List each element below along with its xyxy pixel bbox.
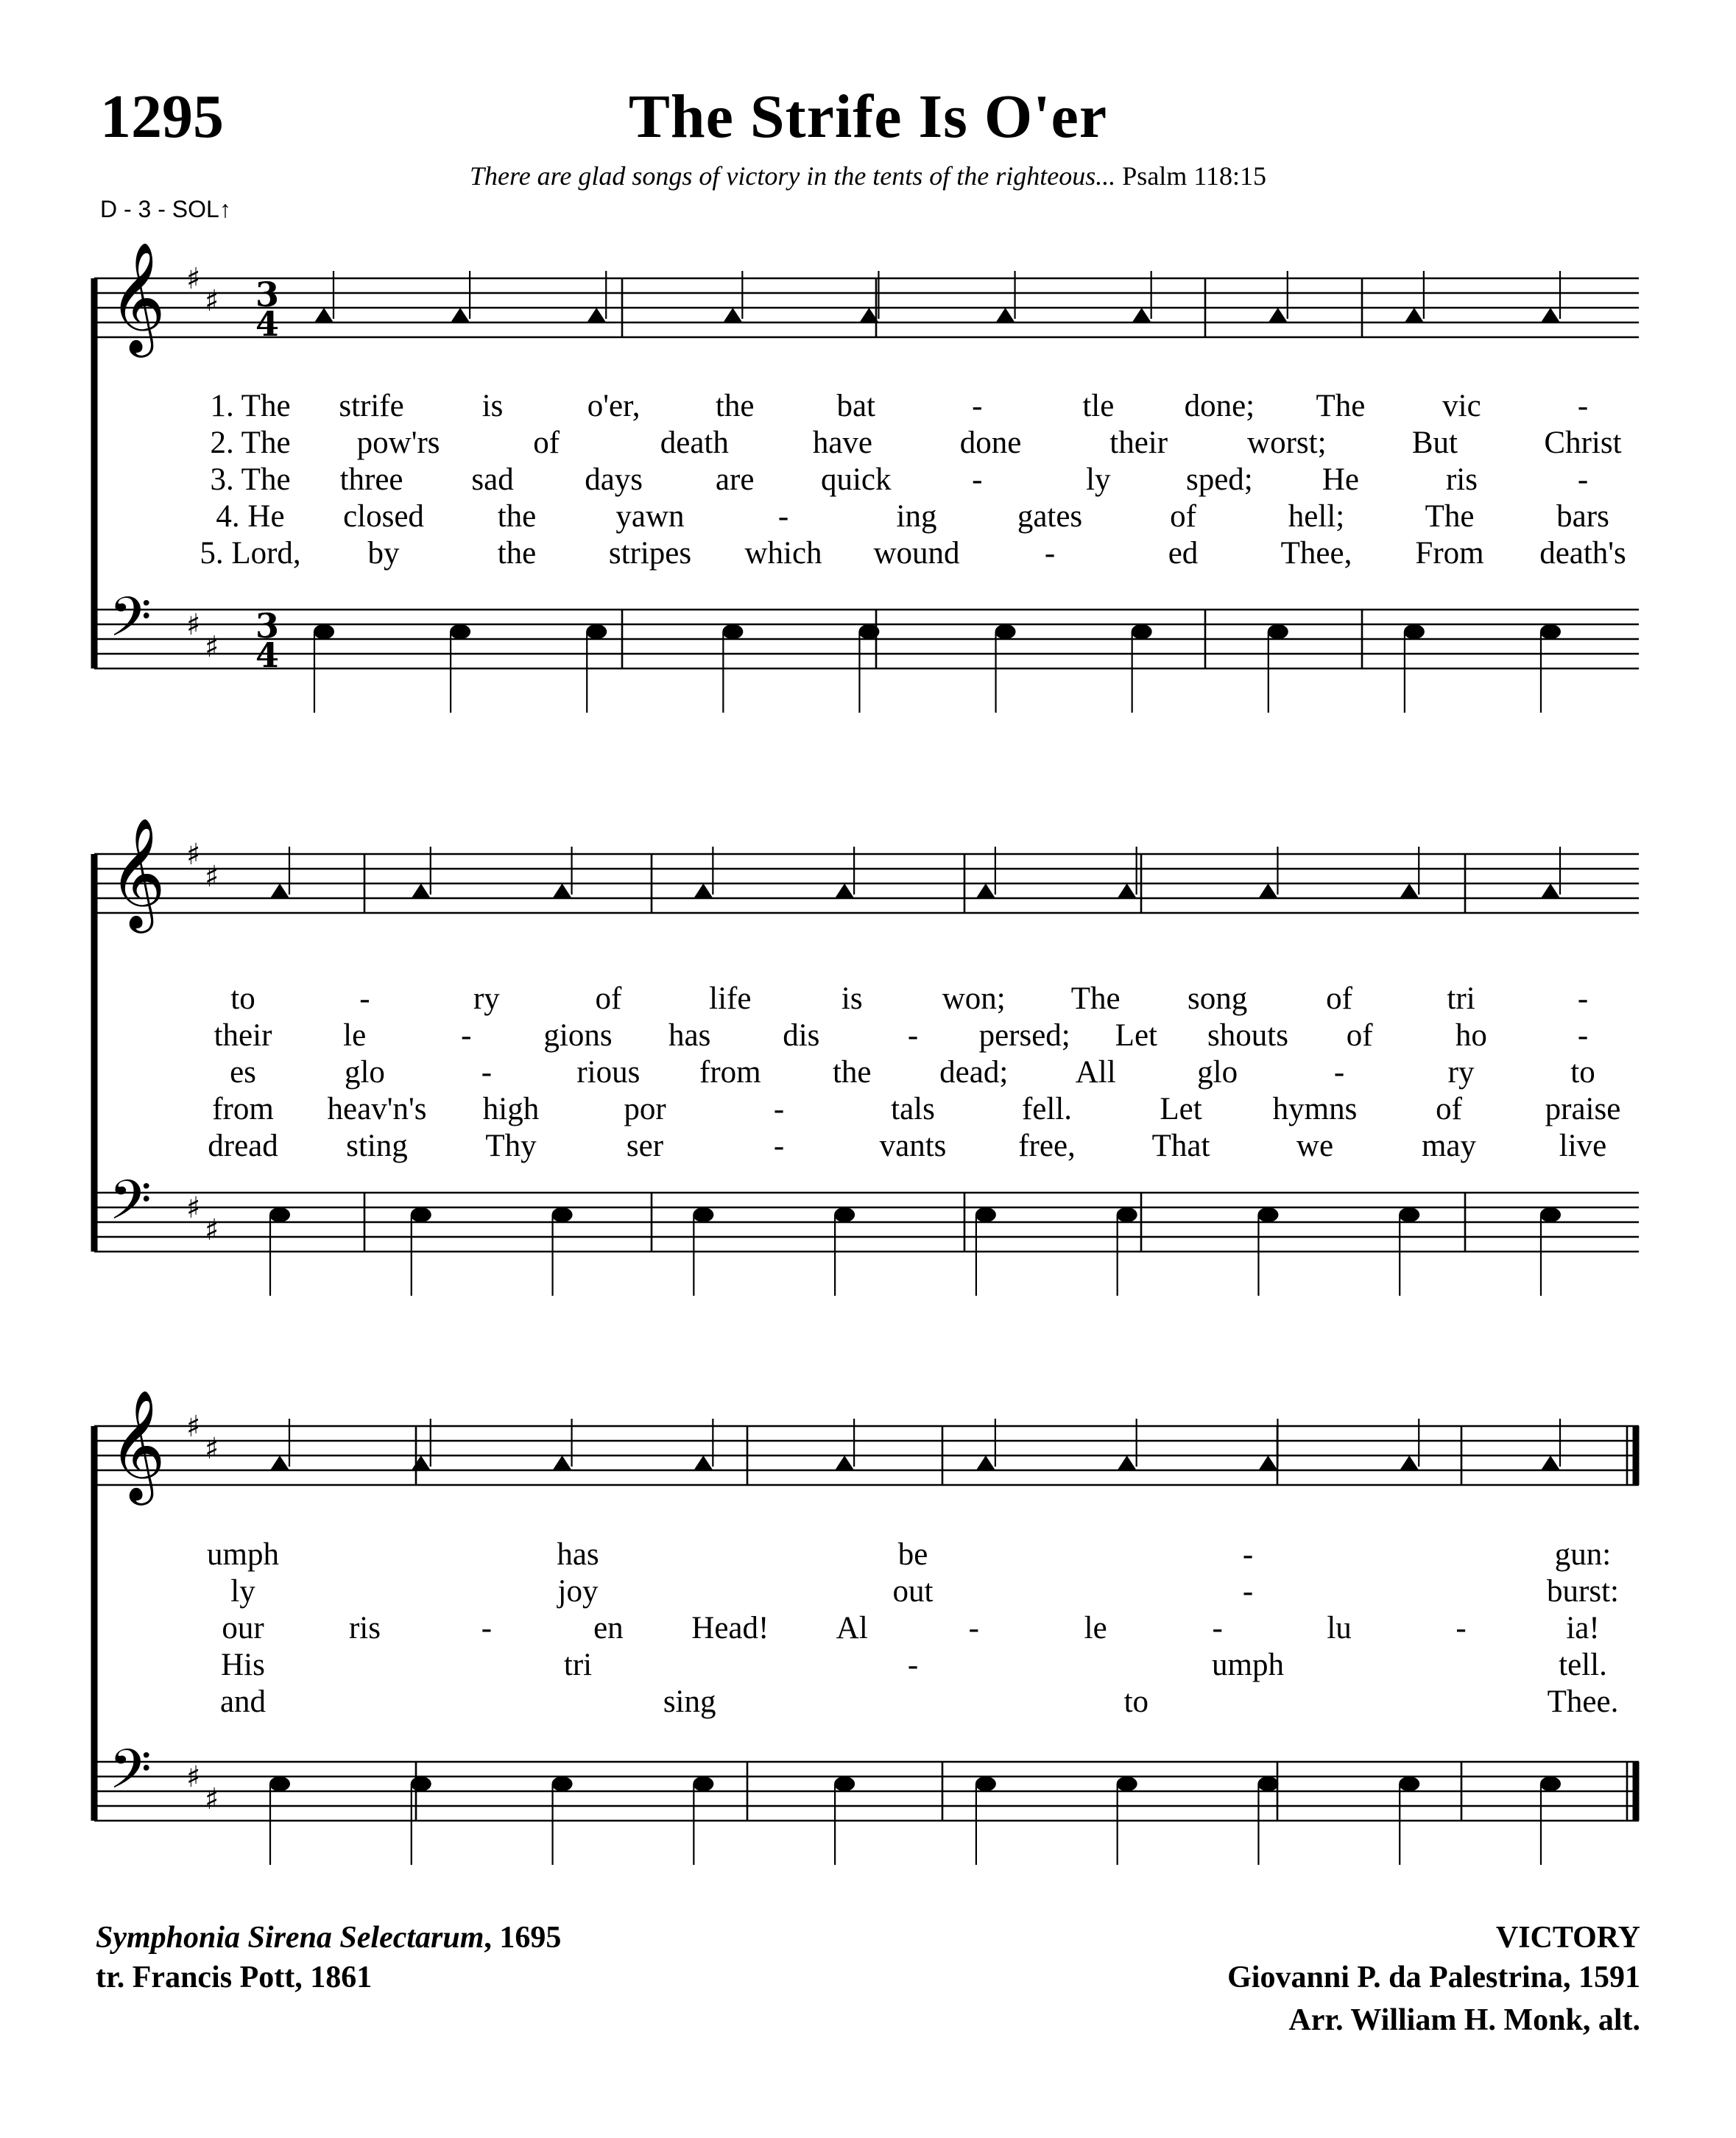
lyric-syllable: strife (339, 389, 404, 423)
lyric-syllable: - (907, 1648, 919, 1682)
note-head-bass (834, 1207, 855, 1222)
treble-clef: 𝄞 (109, 1389, 166, 1500)
note-head-treble (1541, 1456, 1560, 1470)
lyric-syllable: - (1577, 1018, 1589, 1053)
lyric-syllable: umph (207, 1537, 279, 1572)
lyric-syllable: en (593, 1611, 624, 1645)
lyric-syllable: to (1123, 1684, 1149, 1719)
lyric-syllable: the (715, 389, 755, 423)
lyric-syllable: But (1411, 426, 1458, 460)
lyric-syllable: Thy (485, 1129, 537, 1163)
lyric-syllable: hell; (1288, 499, 1345, 534)
lyric-syllable: done; (1184, 389, 1255, 423)
lyric-syllable: burst: (1547, 1574, 1619, 1609)
lyric-syllable: which (744, 536, 822, 571)
note-head-bass (269, 1207, 290, 1222)
key-marker: D - 3 - SOL↑ (100, 196, 231, 222)
note-head-bass (995, 624, 1016, 639)
note-head-bass (1117, 1777, 1137, 1791)
lyric-syllable: gions (543, 1018, 613, 1053)
note-head-bass (1117, 1207, 1137, 1222)
lyric-syllable: ly (230, 1574, 255, 1609)
lyric-syllable: their (214, 1018, 272, 1053)
lyric-syllable: - (1333, 1055, 1345, 1090)
lyric-syllable: - (461, 1018, 472, 1053)
sharp-sign: ♯ (205, 860, 219, 894)
note-head-treble (835, 883, 854, 898)
note-head-treble (270, 1456, 289, 1470)
lyric-syllable: - (359, 981, 370, 1016)
sharp-sign: ♯ (186, 262, 201, 296)
lyric-syllable: shouts (1207, 1018, 1288, 1053)
treble-clef: 𝄞 (109, 816, 166, 928)
lyric-syllable: the (832, 1055, 872, 1090)
lyric-syllable: of (533, 426, 560, 460)
lyric-syllable: por (624, 1092, 666, 1126)
lyric-syllable: Let (1115, 1018, 1157, 1053)
lyric-syllable: sped; (1185, 462, 1253, 497)
lyric-syllable: 1. The (210, 389, 291, 423)
note-head-treble (314, 308, 334, 322)
lyric-syllable: umph (1212, 1648, 1284, 1682)
sharp-sign: ♯ (186, 608, 201, 642)
note-head-treble (270, 883, 289, 898)
note-head-bass (1540, 1777, 1561, 1791)
lyric-syllable: 4. He (216, 499, 285, 534)
lyric-syllable: All (1075, 1055, 1116, 1090)
note-head-treble (996, 308, 1015, 322)
note-head-bass (722, 624, 743, 639)
sharp-sign: ♯ (186, 838, 201, 872)
lyric-syllable: gates (1017, 499, 1083, 534)
lyric-syllable: - (907, 1018, 919, 1053)
note-head-bass (1132, 624, 1152, 639)
lyric-syllable: by (367, 536, 400, 571)
lyric-syllable: closed (343, 499, 424, 534)
lyric-syllable: vic (1442, 389, 1481, 423)
lyric-syllable: death (660, 426, 729, 460)
note-head-bass (1540, 1207, 1561, 1222)
note-head-treble (1118, 1456, 1137, 1470)
note-head-bass (1257, 1207, 1278, 1222)
lyric-syllable: their (1109, 426, 1168, 460)
note-head-treble (1541, 308, 1560, 322)
lyric-syllable: es (230, 1055, 256, 1090)
lyric-syllable: dis (783, 1018, 820, 1053)
lyric-syllable: ry (1447, 1055, 1475, 1090)
lyric-syllable: done (959, 426, 1022, 460)
lyric-syllable: sad (471, 462, 514, 497)
lyric-syllable: The (1070, 981, 1121, 1016)
lyric-syllable: joy (557, 1574, 599, 1609)
lyric-syllable: o'er, (587, 389, 641, 423)
lyric-syllable: That (1151, 1129, 1210, 1163)
lyric-syllable: of (1326, 981, 1353, 1016)
lyric-syllable: song (1188, 981, 1248, 1016)
lyric-syllable: bars (1556, 499, 1609, 534)
lyric-syllable: praise (1545, 1092, 1621, 1126)
note-head-treble (451, 308, 470, 322)
lyric-syllable: sing (663, 1684, 716, 1719)
lyric-syllable: tri (1447, 981, 1475, 1016)
lyric-syllable: - (1242, 1537, 1254, 1572)
text-source-year: , 1695 (484, 1921, 562, 1955)
lyric-syllable: dead; (939, 1055, 1009, 1090)
sharp-sign: ♯ (205, 1782, 219, 1816)
note-head-treble (1118, 883, 1137, 898)
sharp-sign: ♯ (205, 1213, 219, 1247)
lyric-syllable: ho (1455, 1018, 1487, 1053)
note-head-treble (587, 308, 606, 322)
note-head-bass (834, 1777, 855, 1791)
note-head-treble (1400, 1456, 1419, 1470)
note-head-bass (975, 1207, 996, 1222)
epigraph-reference: Psalm 118:15 (1122, 161, 1266, 191)
lyric-syllable: le (1084, 1611, 1107, 1645)
lyric-syllable: ly (1086, 462, 1111, 497)
lyric-syllable: - (773, 1129, 785, 1163)
note-head-treble (412, 883, 431, 898)
lyric-syllable: - (1577, 981, 1589, 1016)
lyric-syllable: from (212, 1092, 274, 1126)
lyrics (200, 389, 1626, 1719)
note-head-bass (1268, 624, 1288, 639)
lyric-syllable: From (1415, 536, 1484, 571)
note-head-bass (1404, 624, 1425, 639)
lyric-syllable: won; (942, 981, 1006, 1016)
lyric-syllable: 3. The (210, 462, 291, 497)
note-head-treble (723, 308, 742, 322)
lyric-syllable: Thee. (1547, 1684, 1619, 1719)
lyric-syllable: vants (879, 1129, 947, 1163)
bass-clef: 𝄢 (109, 1737, 152, 1815)
time-signature-bottom: 4 (255, 304, 280, 344)
lyric-syllable: ris (1445, 462, 1478, 497)
translator-credit: tr. Francis Pott, 1861 (96, 1961, 373, 1994)
note-head-bass (693, 1777, 713, 1791)
lyric-syllable: out (892, 1574, 934, 1609)
lyric-syllable: The (1316, 389, 1366, 423)
note-head-treble (553, 1456, 572, 1470)
note-head-treble (835, 1456, 854, 1470)
note-head-treble (694, 883, 713, 898)
lyric-syllable: sting (346, 1129, 408, 1163)
lyric-syllable: fell. (1021, 1092, 1073, 1126)
text-source (96, 1920, 561, 1955)
lyric-syllable: persed; (978, 1018, 1070, 1053)
note-head-bass (1257, 1777, 1278, 1791)
lyric-syllable: quick (820, 462, 892, 497)
lyric-syllable: - (1456, 1611, 1467, 1645)
note-head-bass (552, 1207, 573, 1222)
lyric-syllable: of (1346, 1018, 1373, 1053)
lyric-syllable: tri (563, 1648, 593, 1682)
lyric-syllable: may (1421, 1129, 1477, 1163)
staff-lines (94, 278, 1639, 1821)
lyric-syllable: - (773, 1092, 785, 1126)
sharp-sign: ♯ (205, 1432, 219, 1466)
composer-credit: Giovanni P. da Palestrina, 1591 (1227, 1961, 1640, 1994)
lyric-syllable: - (777, 499, 789, 534)
note-head-bass (1399, 1207, 1419, 1222)
lyric-syllable: glo (1197, 1055, 1238, 1090)
note-head-treble (1541, 883, 1560, 898)
lyric-syllable: worst; (1247, 426, 1327, 460)
lyric-syllable: - (1242, 1574, 1254, 1609)
note-head-bass (858, 624, 879, 639)
note-head-bass (1399, 1777, 1419, 1791)
lyric-syllable: life (709, 981, 752, 1016)
lyric-syllable: - (1577, 462, 1589, 497)
lyric-syllable: from (699, 1055, 761, 1090)
lyric-syllable: glo (344, 1055, 385, 1090)
note-head-bass (586, 624, 607, 639)
lyric-syllable: is (841, 981, 863, 1016)
bass-clef: 𝄢 (109, 585, 152, 663)
lyric-syllable: be (897, 1537, 928, 1572)
lyric-syllable: free, (1018, 1129, 1076, 1163)
note-head-bass (269, 1777, 290, 1791)
lyric-syllable: to (230, 981, 255, 1016)
lyric-syllable: - (481, 1611, 493, 1645)
lyric-syllable: tell. (1559, 1648, 1607, 1682)
lyric-syllable: heav'n's (327, 1092, 427, 1126)
lyric-syllable: ing (896, 499, 937, 534)
lyric-syllable: hymns (1272, 1092, 1358, 1126)
sharp-sign: ♯ (186, 1760, 201, 1794)
note-head-treble (1132, 308, 1151, 322)
lyric-syllable: death's (1539, 536, 1626, 571)
lyric-syllable: ry (473, 981, 500, 1016)
arranger-credit: Arr. William H. Monk, alt. (1288, 2003, 1640, 2037)
time-signature-top: 3 (255, 606, 280, 646)
note-head-bass (411, 1777, 431, 1791)
note-head-treble (694, 1456, 713, 1470)
lyric-syllable: three (339, 462, 403, 497)
time-signature-bottom: 4 (255, 635, 280, 675)
lyric-syllable: of (1436, 1092, 1462, 1126)
lyric-syllable: days (585, 462, 643, 497)
time-signature-top: 3 (255, 275, 280, 314)
note-head-treble (1405, 308, 1424, 322)
sharp-sign: ♯ (186, 1410, 201, 1444)
note-head-treble (1258, 883, 1277, 898)
lyric-syllable: ia! (1566, 1611, 1600, 1645)
note-head-treble (412, 1456, 431, 1470)
lyric-syllable: le (343, 1018, 367, 1053)
lyric-syllable: is (481, 389, 504, 423)
lyric-syllable: to (1570, 1055, 1595, 1090)
lyric-syllable: Christ (1544, 426, 1622, 460)
lyric-syllable: - (972, 462, 983, 497)
lyric-syllable: live (1559, 1129, 1607, 1163)
note-head-bass (552, 1777, 573, 1791)
treble-clef: 𝄞 (109, 241, 166, 353)
sharp-sign: ♯ (186, 1191, 201, 1225)
lyric-syllable: 2. The (210, 426, 291, 460)
note-head-bass (693, 1207, 713, 1222)
lyric-syllable: high (482, 1092, 540, 1126)
note-head-bass (975, 1777, 996, 1791)
lyric-syllable: wound (873, 536, 960, 571)
lyric-syllable: ed (1168, 536, 1199, 571)
text-source-title: Symphonia Sirena Selectarum (96, 1921, 484, 1955)
lyric-syllable: Let (1160, 1092, 1202, 1126)
note-head-bass (314, 624, 334, 639)
hymn-title: The Strife Is O'er (628, 82, 1108, 151)
hymn-number: 1295 (100, 82, 224, 151)
lyric-syllable: Head! (691, 1611, 769, 1645)
note-head-treble (976, 883, 995, 898)
lyric-syllable: - (968, 1611, 979, 1645)
lyric-syllable: rious (576, 1055, 641, 1090)
lyric-syllable: stripes (608, 536, 692, 571)
lyric-syllable: The (1425, 499, 1475, 534)
lyric-syllable: dread (208, 1129, 278, 1163)
bass-clef: 𝄢 (109, 1168, 152, 1246)
lyric-syllable: His (221, 1648, 265, 1682)
lyric-syllable: tals (891, 1092, 935, 1126)
note-head-bass (450, 624, 470, 639)
sharp-sign: ♯ (205, 630, 219, 664)
lyric-syllable: 5. Lord, (200, 536, 301, 571)
lyric-syllable: has (668, 1018, 711, 1053)
lyric-syllable: Thee, (1280, 536, 1352, 571)
lyric-syllable: the (497, 499, 537, 534)
lyric-syllable: have (812, 426, 873, 460)
note-head-bass (411, 1207, 431, 1222)
note-head-treble (1269, 308, 1288, 322)
lyric-syllable: we (1296, 1129, 1334, 1163)
lyric-syllable: the (497, 536, 537, 571)
lyric-syllable: pow'rs (356, 426, 440, 460)
lyric-syllable: ris (348, 1611, 381, 1645)
epigraph-quote: There are glad songs of victory in the tents of the righteous... (470, 161, 1116, 191)
note-head-bass (1540, 624, 1561, 639)
lyric-syllable: ser (626, 1129, 664, 1163)
note-head-treble (553, 883, 572, 898)
lyric-syllable: Al (836, 1611, 868, 1645)
lyric-syllable: - (972, 389, 983, 423)
lyric-syllable: - (481, 1055, 493, 1090)
lyric-syllable: of (1170, 499, 1196, 534)
tune-name: VICTORY (1495, 1921, 1640, 1955)
lyric-syllable: - (1577, 389, 1589, 423)
sharp-sign: ♯ (205, 284, 219, 318)
lyric-syllable: are (715, 462, 755, 497)
note-head-treble (1258, 1456, 1277, 1470)
lyric-syllable: - (1212, 1611, 1223, 1645)
lyric-syllable: lu (1327, 1611, 1352, 1645)
lyric-syllable: He (1322, 462, 1359, 497)
note-head-treble (1400, 883, 1419, 898)
lyric-syllable: - (1044, 536, 1056, 571)
lyric-syllable: of (595, 981, 622, 1016)
note-head-treble (976, 1456, 995, 1470)
lyric-syllable: has (557, 1537, 599, 1572)
lyric-syllable: gun: (1554, 1537, 1612, 1572)
lyric-syllable: tle (1082, 389, 1115, 423)
lyric-syllable: bat (836, 389, 876, 423)
lyric-syllable: yawn (615, 499, 685, 534)
lyric-syllable: our (222, 1611, 264, 1645)
lyric-syllable: and (219, 1684, 267, 1719)
